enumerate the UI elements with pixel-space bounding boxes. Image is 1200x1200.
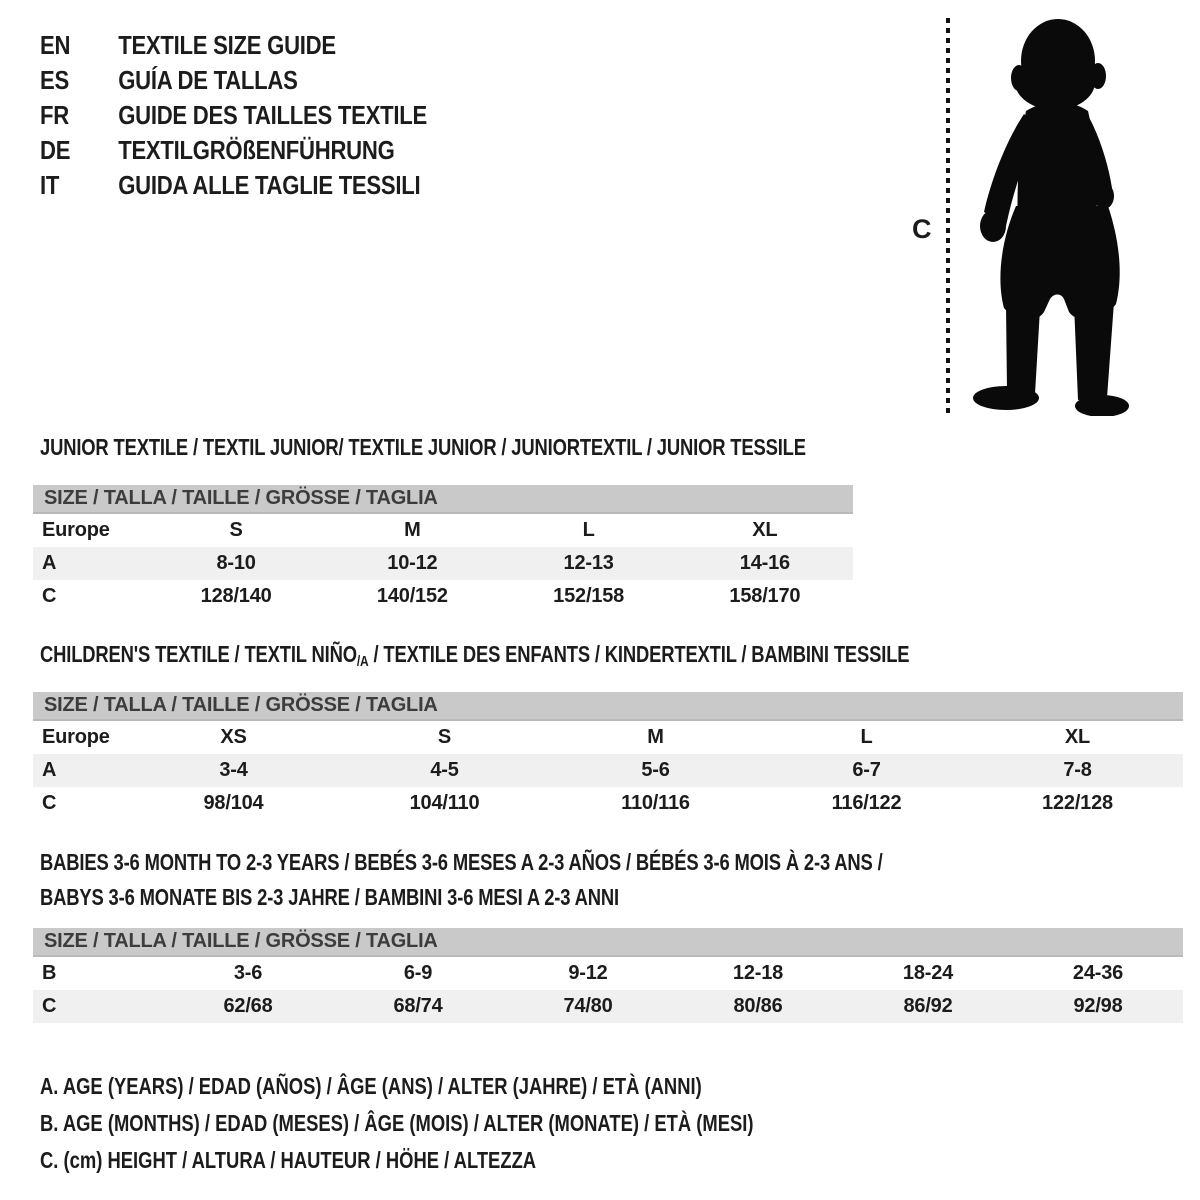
table-cell: 92/98 <box>1073 995 1123 1017</box>
legend-line-a: A. AGE (YEARS) / EDAD (AÑOS) / ÂGE (ANS) / ALTER (JAHRE) / ETÀ (ANNI) <box>40 1073 702 1099</box>
language-row <box>40 98 427 133</box>
table-cell: 12-13 <box>563 552 614 574</box>
row-label: Europe <box>42 726 110 748</box>
table-cell: 80/86 <box>733 995 783 1017</box>
table-cell: 140/152 <box>376 585 448 607</box>
table-cell: 18-24 <box>902 962 954 984</box>
table-cell: 6-7 <box>852 759 881 781</box>
table-row <box>33 754 1183 787</box>
language-code: ES <box>40 65 69 95</box>
legend-line-b: B. AGE (MONTHS) / EDAD (MESES) / ÂGE (MOIS) / ALTER (MONATE) / ETÀ (MESI) <box>40 1110 754 1136</box>
language-row <box>40 63 427 98</box>
language-title: GUIDA ALLE TAGLIE TESSILI <box>118 170 421 200</box>
language-title-list <box>40 28 495 203</box>
table-cell: 98/104 <box>203 792 264 814</box>
table-cell: 152/158 <box>553 585 625 607</box>
table-cell: 10-12 <box>387 552 438 574</box>
table-cell: 86/92 <box>903 995 953 1017</box>
table-cell: S <box>229 519 243 541</box>
table-cell: 110/116 <box>621 792 690 814</box>
table-cell: 6-9 <box>403 962 433 984</box>
language-title: TEXTILGRÖßENFÜHRUNG <box>118 135 395 165</box>
table-row <box>33 957 1183 990</box>
table-cell: 8-10 <box>216 552 256 574</box>
children-size-table-header: SIZE / TALLA / TAILLE / GRÖSSE / TAGLIA <box>33 692 1183 721</box>
language-row <box>40 168 427 203</box>
table-cell: 24-36 <box>1072 962 1124 984</box>
language-code: DE <box>40 135 71 165</box>
table-row <box>33 580 853 613</box>
row-label: B <box>42 962 57 984</box>
table-cell: M <box>404 519 421 541</box>
table-cell: 74/80 <box>563 995 613 1017</box>
babies-section-heading <box>40 845 1093 915</box>
children-section-heading <box>40 641 909 675</box>
table-row <box>33 514 853 547</box>
table-cell: 7-8 <box>1063 759 1092 781</box>
table-cell: 116/122 <box>831 792 902 814</box>
table-cell: XL <box>752 519 778 541</box>
toddler-silhouette-icon <box>962 16 1137 416</box>
junior-size-table-header: SIZE / TALLA / TAILLE / GRÖSSE / TAGLIA <box>33 485 853 514</box>
junior-size-table <box>33 485 853 613</box>
table-row <box>33 787 1183 820</box>
babies-heading-line1: BABIES 3-6 MONTH TO 2-3 YEARS / BEBÉS 3-6 MESES A 2-3 AÑOS / BÉBÉS 3-6 MOIS À 2-3 ANS / <box>40 849 883 875</box>
children-heading-subscript: /A <box>356 653 369 670</box>
language-row <box>40 133 427 168</box>
language-title: TEXTILE SIZE GUIDE <box>118 30 336 60</box>
row-label: Europe <box>42 519 110 541</box>
children-heading-text: / TEXTILE DES ENFANTS / KINDERTEXTIL / BAMBINI TESSILE <box>368 641 910 667</box>
row-label: C <box>42 585 57 607</box>
language-code: IT <box>40 170 60 200</box>
measurement-legend <box>40 1068 932 1179</box>
table-cell: 14-16 <box>739 552 790 574</box>
table-cell: 3-6 <box>233 962 263 984</box>
table-cell: 128/140 <box>200 585 272 607</box>
table-cell: 62/68 <box>223 995 273 1017</box>
table-cell: 9-12 <box>568 962 608 984</box>
children-heading-text: CHILDREN'S TEXTILE / TEXTIL NIÑO <box>40 641 357 667</box>
language-row <box>40 28 427 63</box>
babies-heading-line2: BABYS 3-6 MONATE BIS 2-3 JAHRE / BAMBINI 3-6 MESI A 2-3 ANNI <box>40 884 619 910</box>
table-cell: S <box>437 726 452 748</box>
language-title: GUÍA DE TALLAS <box>118 65 298 95</box>
language-code: EN <box>40 30 71 60</box>
table-cell: 5-6 <box>641 759 670 781</box>
table-cell: 158/170 <box>729 585 801 607</box>
height-measure-dashed-line <box>946 18 950 414</box>
row-label: A <box>42 552 57 574</box>
table-cell: XL <box>1064 726 1091 748</box>
table-cell: XS <box>220 726 247 748</box>
language-title: GUIDE DES TAILLES TEXTILE <box>118 100 427 130</box>
babies-size-table-header: SIZE / TALLA / TAILLE / GRÖSSE / TAGLIA <box>33 928 1183 957</box>
children-size-table <box>33 692 1183 820</box>
row-label: C <box>42 995 57 1017</box>
table-cell: 12-18 <box>732 962 784 984</box>
row-label: A <box>42 759 57 781</box>
table-cell: L <box>860 726 873 748</box>
table-cell: 4-5 <box>430 759 459 781</box>
table-row <box>33 547 853 580</box>
table-cell: 104/110 <box>409 792 480 814</box>
babies-size-table <box>33 928 1183 1023</box>
table-cell: 3-4 <box>219 759 248 781</box>
language-code: FR <box>40 100 69 130</box>
height-measure-label: C <box>912 214 932 244</box>
row-label: C <box>42 792 57 814</box>
table-cell: 122/128 <box>1042 792 1113 814</box>
table-cell: 68/74 <box>393 995 443 1017</box>
table-cell: M <box>647 726 664 748</box>
junior-section-heading: JUNIOR TEXTILE / TEXTIL JUNIOR/ TEXTILE JUNIOR / JUNIORTEXTIL / JUNIOR TESSILE <box>40 434 806 460</box>
table-row <box>33 721 1183 754</box>
table-row <box>33 990 1183 1023</box>
table-cell: L <box>582 519 595 541</box>
legend-line-c: C. (cm) HEIGHT / ALTURA / HAUTEUR / HÖHE / ALTEZZA <box>40 1147 537 1173</box>
